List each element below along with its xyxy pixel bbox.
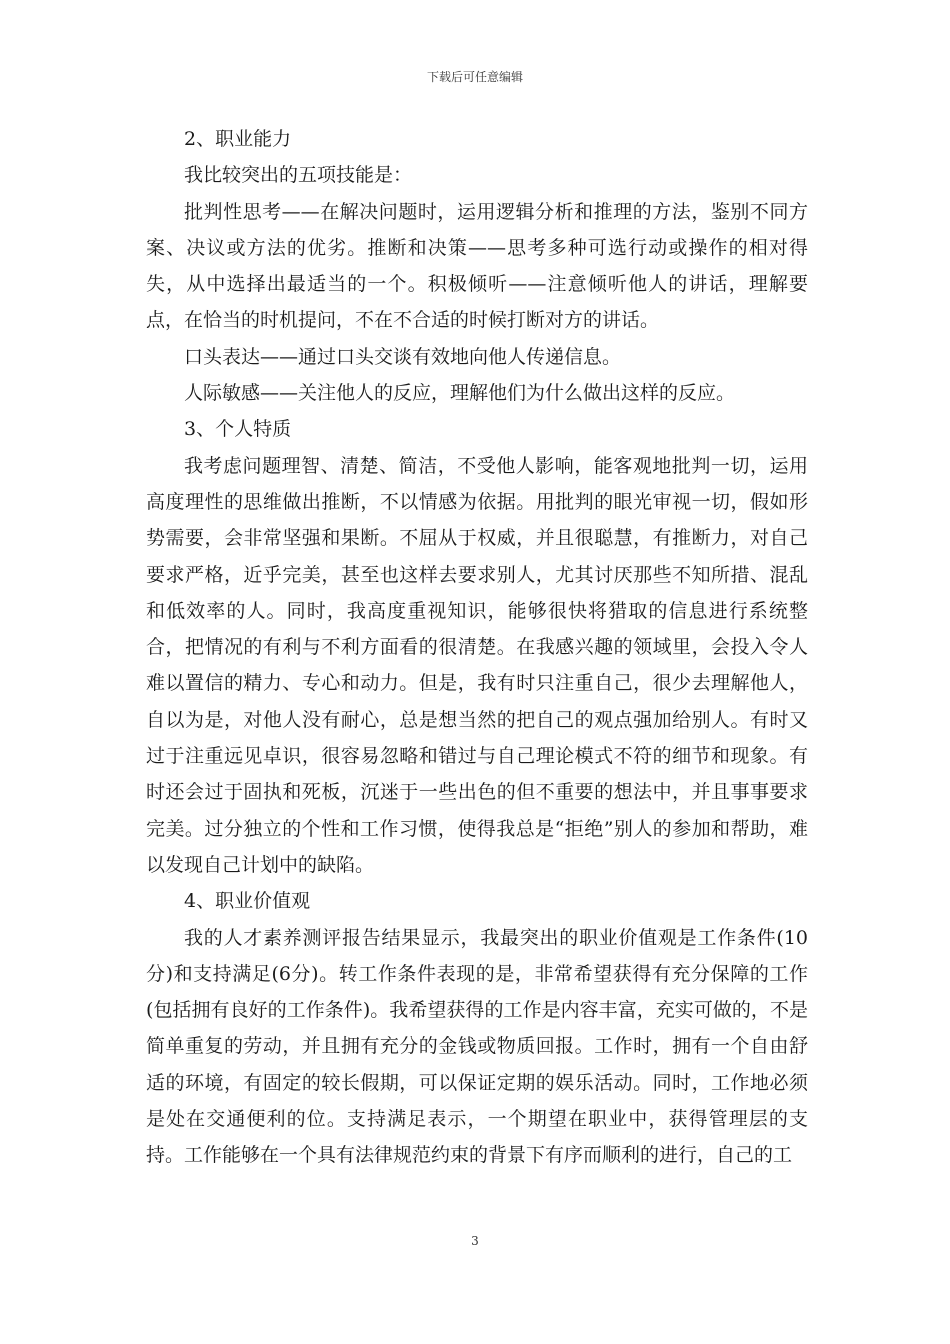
heading-career-values: 4、职业价值观 — [184, 890, 311, 913]
document-body — [146, 121, 808, 1174]
paragraph: 我考虑问题理智、清楚、简洁，不受他人影响，能客观地批判一切，运用高度理性的思维做出推断，不以情感为依据。用批判的眼光审视一切，假如形势需要，会非常坚强和果断。不屈从于权威，并且很聪慧，有推断力，对自己要求严格，近乎完美，甚至也这样去要求别人，尤其讨厌那些不知所措、混乱和低效率的人。同时，我高度重视知识，能够很快将猎取的信息进行系统整合，把情况的有利与不利方面看的很清楚。在我感兴趣的领域里，会投入令人难以置信的精力、专心和动力。但是，我有时只注重自己，很少去理解他人，自以为是，对他人没有耐心，总是想当然的把自己的观点强加给别人。有时又过于注重远见卓识，很容易忽略和错过与自己理论模式不符的细节和现象。有时还会过于固执和死板，沉迷于一些出色的但不重要的想法中，并且事事要求完美。过分独立的个性和工作习惯，使得我总是“拒绝”别人的参加和帮助，难以发现自己计划中的缺陷。 — [146, 454, 808, 876]
paragraph: 我比较突出的五项技能是： — [184, 164, 413, 187]
heading-career-ability: 2、职业能力 — [184, 128, 292, 150]
page-header: 下载后可任意编辑 — [426, 70, 523, 84]
paragraph: 我的人才素养测评报告结果显示，我最突出的职业价值观是工作条件(10分)和支持满足(6分)。转工作条件表现的是，非常希望获得有充分保障的工作(包括拥有良好的工作条件)。我希望获得的工作是内容丰富，充实可做的，不是简单重复的劳动，并且拥有充分的金钱或物质回报。工作时，拥有一个自由舒适的环境，有固定的较长假期，可以保证定期的娱乐活动。同时，工作地必须是处在交通便利的位。支持满足表示，一个期望在职业中，获得管理层的支持。工作能够在一个具有法律规范约束的背景下有序而顺利的进行，自己的工 — [146, 926, 808, 1167]
paragraph: 口头表达——通过口头交谈有效地向他人传递信息。 — [184, 345, 622, 368]
paragraph: 人际敏感——关注他人的反应，理解他们为什么做出这样的反应。 — [184, 382, 736, 405]
heading-personal-traits: 3、个人特质 — [184, 418, 292, 441]
paragraph: 批判性思考——在解决问题时，运用逻辑分析和推理的方法，鉴别不同方案、决议或方法的优劣。推断和决策——思考多种可选行动或操作的相对得失，从中选择出最适当的一个。积极倾听——注意倾听他人的讲话，理解要点，在恰当的时机提问，不在不合适的时候打断对方的讲话。 — [146, 200, 808, 332]
page-number: 3 — [471, 1234, 479, 1248]
